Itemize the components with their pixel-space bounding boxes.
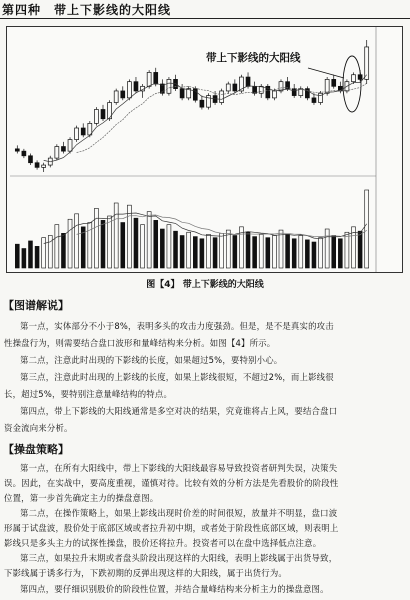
paragraph-line: 影线只是多头主力的试探性操盘，股价还将拉升。投资者可以在盘中选择低点注意。 [4,538,322,548]
volume-bar [174,231,178,268]
candle-body-up [75,128,79,140]
volume-bar [272,236,276,269]
volume-bar [246,232,250,268]
volume-bar [332,236,336,269]
volume-bar [55,225,59,268]
paragraph-line: 下影线属于诱多行为，下跌初期的反弹出现这样的大阳线，属于出货行为。 [4,568,287,578]
paragraph-line: 第二点，注意此时出现的下影线的长度，如果超过5%，要特别小心。 [20,355,283,365]
paragraph-line: 第三点，注意此时出现的上影线的长度，如果上影线很短，不超过2%，而上影线很 [20,372,334,382]
volume-bar [167,225,171,268]
candle-body-down [358,75,362,80]
volume-bar [319,238,323,268]
paragraph-line: 误。因此，在实战中，要高度重视，谨慎对待。比较有效的分析方法是先看股价的阶段性 [4,478,339,488]
volume-bar [75,214,79,268]
figure-caption: 图【4】 带上下影线的大阳线 [146,280,264,290]
candle-body-up [68,140,72,152]
candle-body-up [127,82,131,98]
volume-bar [42,238,46,268]
candle-body-up [147,72,151,86]
volume-bar [259,234,263,268]
candlestick-chart [6,26,403,273]
candle-body-down [22,151,26,156]
volume-bar [253,237,257,268]
candle-body-down [180,89,184,98]
paragraph-line: 第四点，要仔细识别股价的阶段性位置，并结合量峰结构来分析主力的操盘意图。 [20,584,329,594]
volume-bar [226,230,230,268]
volume-bar [338,239,342,268]
volume-bar [325,229,329,268]
volume-bar [312,242,316,268]
volume-bar [345,232,349,268]
candle-body-down [101,109,105,118]
paragraph-line: 形属于试盘波，股价处于底部区域或者拉升初中期，或者处于阶段性底部区域，则表明上 [4,523,339,533]
candle-body-up [114,91,118,103]
page-title: 第四种 带上下影线的大阳线 [2,3,172,17]
volume-bar [180,236,184,269]
candle-body-up [220,91,224,103]
candle-body-down [61,147,65,152]
annotation-label: 带上下影线的大阳线 [206,52,301,64]
volume-bar [299,236,303,269]
volume-bar [213,238,217,268]
volume-bar [121,223,125,269]
candle-body-down [246,77,250,86]
candle-body-down [312,98,316,103]
volume-bar [154,220,158,268]
volume-bar [200,239,204,268]
volume-bar [233,236,237,269]
volume-bar [187,232,191,268]
candle-body-up [167,79,171,93]
candle-body-up [42,165,46,167]
paragraph-line: 第三点，如果拉升末期或者盘头阶段出现这样的大阳线，表明上影线属于出货导致， [20,553,338,563]
candle-body-down [174,79,178,88]
section-heading-trading-strategy: 【操盘策略】 [3,443,69,456]
volume-bar [134,218,138,268]
volume-bar [220,233,224,268]
volume-bar [193,237,197,268]
paragraph-line: 第四点，带上下影线的大阳线通常是多空对决的结果，究竟谁将占上风，要结合盘口 [20,406,338,416]
volume-bar [15,244,19,268]
candle-body-up [352,75,356,82]
volume-bar [147,212,151,268]
volume-bar [160,229,164,268]
volume-bar [279,230,283,268]
volume-bar [108,216,112,268]
volume-bar [22,249,26,269]
paragraph-line: 位置，第一步首先确定主力的操盘意图。 [4,493,159,503]
candle-body-down [15,149,19,151]
volume-bar [61,233,65,268]
volume-bar [35,246,39,268]
candle-body-down [134,82,138,91]
candle-body-down [29,156,33,163]
volume-bar [286,234,290,268]
stock-chart-figure [6,26,403,273]
volume-bar [141,225,145,268]
candle-body-up [226,84,230,91]
paragraph-line: 性操盘行为，则需要结合盘口波形和量峰结构来分析。如图【4】所示。 [4,338,276,348]
candle-body-down [292,89,296,96]
volume-bar [305,240,309,268]
candle-body-down [121,91,125,98]
candle-body-up [365,47,369,79]
volume-bar [68,219,72,268]
candle-body-up [55,147,59,159]
candle-body-down [332,79,336,86]
candle-body-up [94,109,98,123]
volume-bar [48,236,52,269]
candle-body-down [35,163,39,168]
candle-body-down [200,100,204,107]
paragraph-line: 第一点，实体部分不小于8%，表明多头的攻击力度强劲。但是，是不是真实的攻击 [20,321,334,331]
volume-bar [292,239,296,268]
candle-body-down [253,86,257,93]
volume-bar [266,238,270,268]
candle-body-down [154,72,158,84]
candle-body-down [233,84,237,91]
volume-bar [358,231,362,268]
header-rule [0,18,410,19]
candle-body-up [272,91,276,98]
volume-bar [114,203,118,268]
paragraph-line: 第一点，在所有大阳线中，带上下影线的大阳线最容易导致投资者研判失误，决策失 [20,463,338,473]
volume-bar [101,220,105,268]
candle-body-down [81,128,85,135]
volume-bar [207,234,211,268]
page-header [0,0,410,20]
section-heading-chart-explanation: 【图谱解说】 [3,299,69,312]
paragraph-line: 第二点，在操作策略上，如果上影线出现时价差的时间很短，放量并不明显，盘口波 [20,508,338,518]
paragraph-line: 资金流向来分析。 [4,423,73,433]
paragraph-line: 长，超过5%，要特别注意量峰结构的特点。 [4,389,173,399]
volume-bar [29,241,33,268]
volume-bar [365,190,369,268]
volume-bar [94,208,98,268]
volume-bar [127,205,131,268]
